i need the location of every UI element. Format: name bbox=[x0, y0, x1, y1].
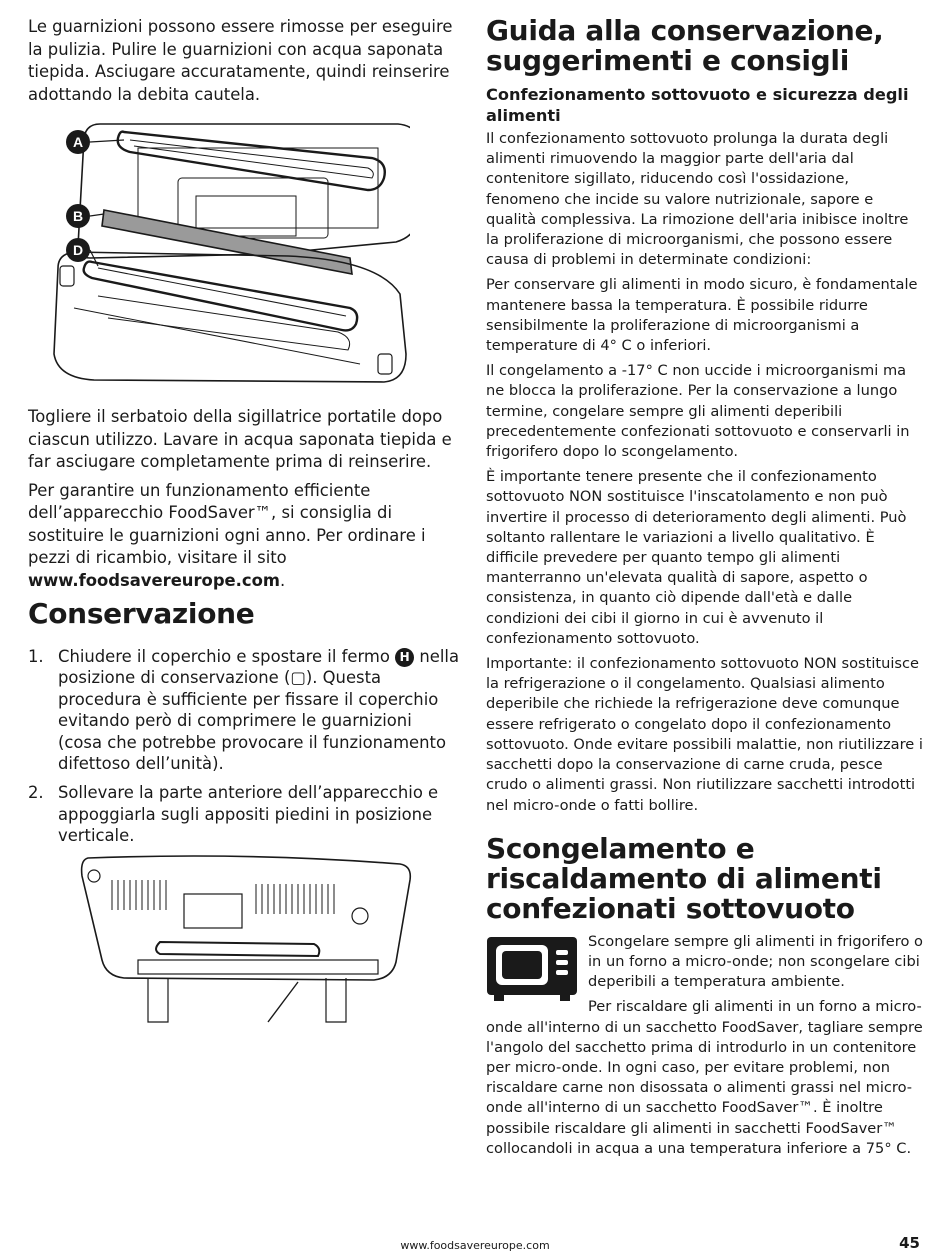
left-column-lower bbox=[28, 406, 460, 855]
left-column bbox=[28, 16, 460, 112]
callout-b bbox=[66, 204, 90, 228]
body-paragraph: Il confezionamento sottovuoto prolunga la durata degli alimenti rimuovendo la maggior parte dell'aria dal contenitore sigillato, riducendo così l'ossidazione, fenomeno che incide su valore nutrizionale, sapore e qualità complessiva. La rimozione dell'aria inibisce inoltre la proliferazione di microorganismi, che possono essere causa di problemi in determinate condizioni: bbox=[486, 130, 909, 269]
replacement-paragraph bbox=[28, 480, 460, 593]
body-paragraph: È importante tenere presente che il confezionamento sottovuoto NON sostituisce l'inscatolamento e non può invertire il processo di deterioramento degli alimenti. Può soltanto rallentare le variazioni a livello qualitativo. È difficile prevedere per quanto tempo gli alimenti manterranno un'elevata qualità di sapore, aspetto o consistenza, in quanto ciò dipende dall'età e dalle condizioni dei cibi il giorno in cui è avvenuto il confezionamento sottovuoto. bbox=[486, 468, 907, 647]
list-number: 1. bbox=[28, 647, 44, 666]
right-column bbox=[486, 16, 924, 1164]
list-number: 2. bbox=[28, 783, 44, 803]
svg-text:B: B bbox=[72, 208, 84, 224]
conservazione-heading: Conservazione bbox=[28, 597, 255, 630]
body-paragraph: Per conservare gli alimenti in modo sicuro, è fondamentale mantenere bassa la temperatura. È possibile ridurre sensibilmente la proliferazione di microorganismi a temperature di 4° C o inferiori. bbox=[486, 276, 918, 355]
storage-steps-list bbox=[28, 646, 460, 847]
appliance-gaskets-illustration bbox=[38, 118, 410, 400]
replacement-end: . bbox=[279, 570, 286, 590]
microwave-paragraph-2: Per riscaldare gli alimenti in un forno a micro-onde all'interno di un sacchetto FoodSaver, tagliare sempre l'angolo del sacchetto prima di introdurlo in un contenitore per micro-onde. In ogni caso, per evitare problemi, non riscaldare carne non disossata o alimenti grassi nel micro-onde all'interno di un sacchetto FoodSaver™. È inoltre possibile riscaldare gli alimenti in sacchetti FoodSaver™ collocandoli in acqua a una temperatura inferiore a 75° C. bbox=[486, 998, 923, 1157]
step-text-pre: Chiudere il coperchio e spostare il fermo bbox=[58, 647, 390, 666]
footer-url: www.foodsavereurope.com bbox=[400, 1239, 550, 1252]
callout-d bbox=[66, 238, 90, 262]
step-text-pre: Sollevare la parte anteriore dell’apparecchio e appoggiarla sugli appositi piedini in posizione verticale. bbox=[58, 783, 439, 846]
body-paragraph: Importante: il confezionamento sottovuoto NON sostituisce la refrigerazione o il congelamento. Qualsiasi alimento deperibile che richiede la refrigerazione deve comunque essere refrigerato o congelato dopo il confezionamento sottovuoto. Onde evitare possibili malattie, non riutilizzare i sacchetti dopo la conservazione di carne cruda, pesce crudo o alimenti grassi. Non riutilizzare sacchetti introdotti nel micro-onde o fatti bollire. bbox=[486, 655, 923, 814]
reservoir-paragraph: Togliere il serbatoio della sigillatrice portatile dopo ciascun utilizzo. Lavare in acqua saponata tiepida e far asciugare completamente prima di reinserire. bbox=[28, 407, 452, 471]
body-paragraph: Il congelamento a -17° C non uccide i microorganismi ma ne blocca la proliferazione. Per la conservazione a lungo termine, congelare sempre gli alimenti deperibili precedentemente confezionati sottovuoto e conservarli in frigorifero dopo lo scongelamento. bbox=[486, 362, 910, 461]
microwave-paragraph-1: Scongelare sempre gli alimenti in frigorifero o in un forno a micro-onde; non scongelare cibi deperibili a temperatura ambiente. bbox=[588, 932, 923, 991]
replacement-text: Per garantire un funzionamento efficiente dell’apparecchio FoodSaver™, si consiglia di sostituire le guarnizioni ogni anno. Per ordinare i pezzi di ricambio, visitare il sito bbox=[28, 480, 426, 567]
page-number: 45 bbox=[899, 1234, 920, 1252]
scongelamento-heading: Scongelamento e riscaldamento di alimenti confezionati sottovuoto bbox=[486, 831, 882, 925]
latch-h-icon: H bbox=[395, 648, 414, 667]
website-link[interactable]: www.foodsavereurope.com bbox=[28, 570, 280, 590]
microwave-section bbox=[486, 932, 924, 1159]
step-text-post: nella posizione di conservazione (▢). Questa procedura è sufficiente per fissare il coperchio evitando però di comprimere le guarnizioni (cosa che potrebbe provocare il funzionamento difettoso dell’unità). bbox=[58, 647, 459, 774]
vacuum-safety-subheading: Confezionamento sottovuoto e sicurezza degli alimenti bbox=[486, 85, 909, 125]
callout-a bbox=[66, 130, 90, 154]
list-item bbox=[28, 782, 460, 846]
guida-heading: Guida alla conservazione, suggerimenti e consigli bbox=[486, 14, 884, 77]
appliance-upright-illustration bbox=[78, 852, 420, 1032]
list-item bbox=[28, 646, 460, 774]
microwave-icon bbox=[486, 936, 578, 1002]
svg-text:A: A bbox=[72, 134, 84, 150]
svg-text:D: D bbox=[72, 242, 84, 258]
gasket-cleaning-paragraph: Le guarnizioni possono essere rimosse per eseguire la pulizia. Pulire le guarnizioni con acqua saponata tiepida. Asciugare accuratamente, quindi reinserire adottando la debita cautela. bbox=[28, 17, 453, 104]
